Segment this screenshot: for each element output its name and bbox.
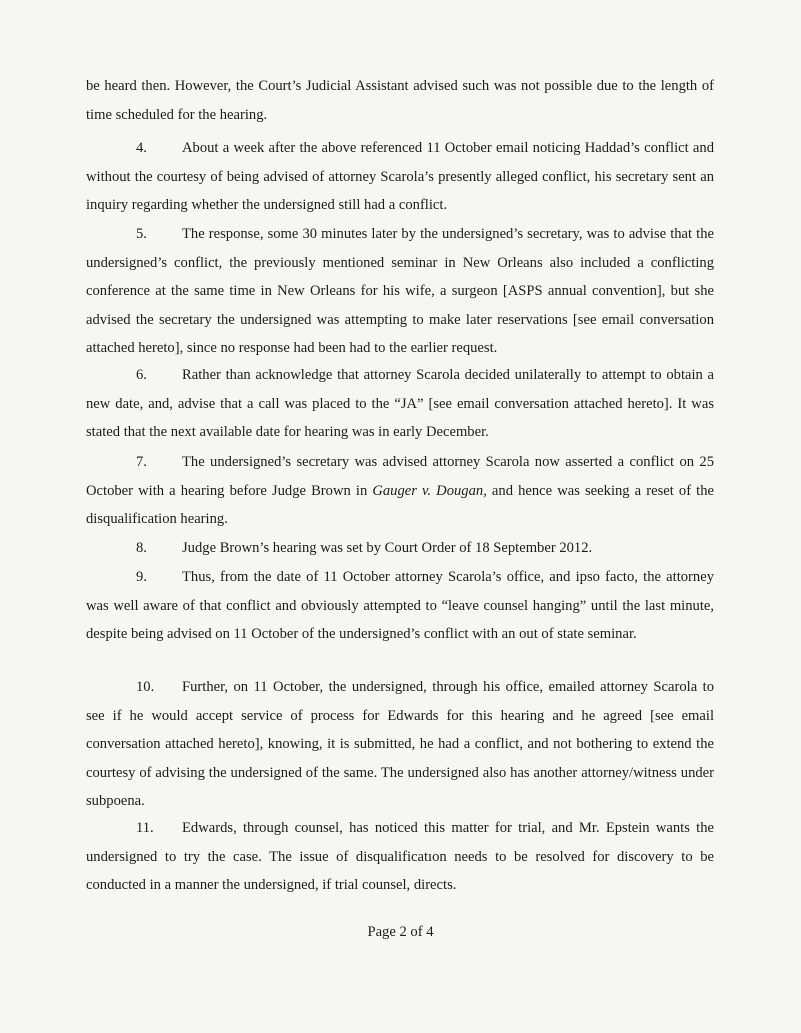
paragraph-6 — [86, 361, 714, 447]
paragraph-text: Thus, from the date of 11 October attorney Scarola’s office, and ipso facto, the attorney was well aware of that conflict and obviously attempted to “leave counsel hanging” until the last minute, despite being advised on 11 October of the undersigned’s conflict with an out of state seminar. — [86, 569, 714, 643]
paragraph-number: 8. — [136, 540, 147, 556]
paragraph-text-end: , and hence was seeking a reset of the disqualification hearing. — [86, 482, 714, 528]
paragraph-continued: be heard then. However, the Court’s Judicial Assistant advised such was not possible due to the length of time scheduled for the hearing. — [86, 78, 714, 123]
paragraph-number: 11. — [136, 820, 154, 836]
paragraph-number: 5. — [136, 226, 147, 242]
paragraph-text: Edwards, through counsel, has noticed this matter for trial, and Mr. Epstein wants the undersigned to try the case. The issue of disqualificatıon needs to be resolved for discovery to be conducted in a manner the undersigned, if trial counsel, directs. — [86, 820, 714, 894]
paragraph-number: 7. — [136, 454, 147, 470]
paragraph-8 — [86, 534, 714, 563]
paragraph-11 — [86, 814, 714, 900]
paragraph-text: The response, some 30 minutes later by the undersigned’s secretary, was to advise that the undersigned’s conflict, the previously mentioned seminar in New Orleans also included a conflicting conference at the same time in New Orleans for his wife, a surgeon [ASPS annual convention], but she advised the secretary the undersigned was attempting to make later reservations [see email conversation attached hereto], since no response had been had to the earlier request. — [86, 226, 714, 357]
case-name: Gauger v. Dougan — [372, 482, 484, 499]
paragraph-text: Further, on 11 October, the undersigned, through his office, emailed attorney Scarola to see if he would accept service of process for Edwards for this hearing and he agreed [see email conversation attached hereto], knowing, it is submitted, he had a conflict, and not bothering to extend the courtesy of advising the undersigned of the same. The undersigned also has another attorney/witness under subpoena. — [86, 679, 714, 810]
page-number-footer: Page 2 of 4 — [367, 924, 434, 940]
paragraph-number: 4. — [136, 140, 147, 156]
paragraph-number: 9. — [136, 569, 147, 585]
paragraph-7 — [86, 448, 714, 534]
paragraph-9 — [86, 563, 714, 649]
paragraph-text: The undersigned’s secretary was advised attorney Scarola now asserted a conflict on 25 October with a hearing before Judge Brown in — [86, 454, 714, 499]
paragraph-5 — [86, 220, 714, 363]
paragraph-text: Rather than acknowledge that attorney Scarola decided unilaterally to attempt to obtain a new date, and, advise that a call was placed to the “JA” [see email conversation attached hereto]. It was stated that the next available date for hearing was in early December. — [86, 367, 714, 441]
paragraph-4 — [86, 134, 714, 220]
paragraph-number: 6. — [136, 367, 147, 383]
paragraph-10 — [86, 673, 714, 816]
paragraph-text: About a week after the above referenced 11 October email noticing Haddad’s conflict and without the courtesy of being advised of attorney Scarola’s presently alleged conflict, his secretary sent an inquiry regarding whether the undersigned still had a conflict. — [86, 140, 714, 214]
paragraph-number: 10. — [136, 679, 155, 695]
paragraph-text: Judge Brown’s hearing was set by Court Order of 18 September 2012. — [182, 540, 593, 556]
